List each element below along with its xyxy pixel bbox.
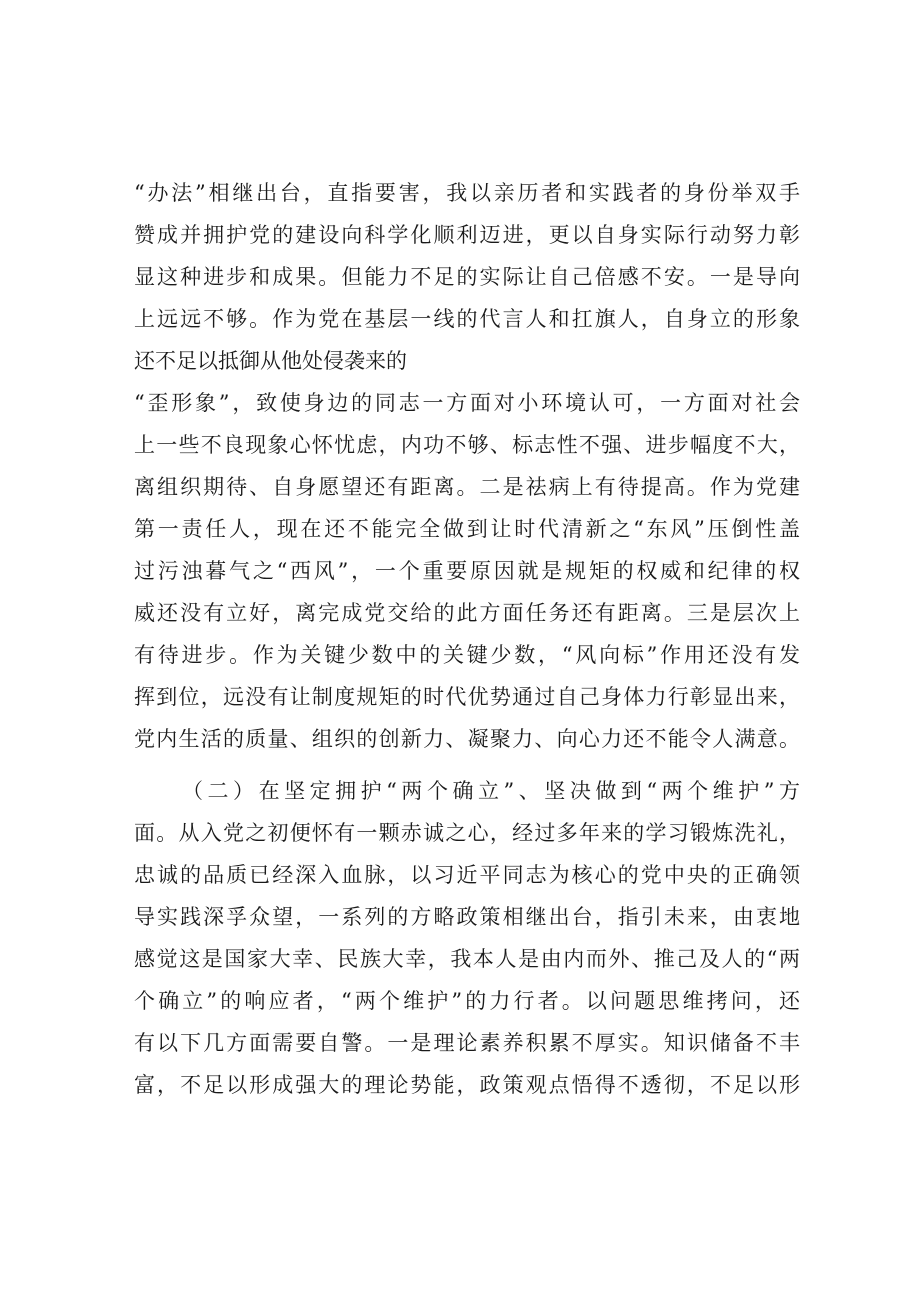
text-line: 上远远不够。作为党在基层一线的代言人和扛旗人，自身立的形象 <box>134 307 800 331</box>
text-line: 党内生活的质量、组织的创新力、凝聚力、向心力还不能令人满意。 <box>134 727 800 751</box>
paragraph-3 <box>134 770 800 1106</box>
paragraph-1 <box>134 172 800 382</box>
text-line: 导实践深孚众望，一系列的方略政策相继出台，指引未来，由衷地 <box>134 905 800 929</box>
text-line: 挥到位，远没有让制度规矩的时代优势通过自己身体力行彰显出来， <box>134 685 800 709</box>
text-line: 个确立”的响应者，“两个维护”的力行者。以问题思维拷问，还 <box>134 989 800 1013</box>
paragraph-spacer <box>134 760 800 770</box>
text-line: 还不足以抵御从他处侵袭来的 <box>134 349 407 373</box>
text-line: 过污浊暮气之“西风”，一个重要原因就是规矩的权威和纪律的权 <box>134 559 800 583</box>
text-line: 面。从入党之初便怀有一颗赤诚之心，经过多年来的学习锻炼洗礼， <box>134 821 800 845</box>
text-line: “办法”相继出台，直指要害，我以亲历者和实践者的身份举双手 <box>134 181 800 205</box>
text-line: 有待进步。作为关键少数中的关键少数，“风向标”作用还没有发 <box>134 643 800 667</box>
text-line: （二）在坚定拥护“两个确立”、坚决做到“两个维护”方 <box>182 779 800 803</box>
text-line: 威还没有立好，离完成党交给的此方面任务还有距离。三是层次上 <box>134 601 800 625</box>
text-line: 富，不足以形成强大的理论势能，政策观点悟得不透彻，不足以形 <box>134 1073 800 1097</box>
text-line: “歪形象”，致使身边的同志一方面对小环境认可，一方面对社会 <box>134 391 800 415</box>
text-line: 离组织期待、自身愿望还有距离。二是祛病上有待提高。作为党建 <box>134 475 800 499</box>
text-line: 赞成并拥护党的建设向科学化顺利迈进，更以自身实际行动努力彰 <box>134 223 800 247</box>
text-line: 显这种进步和成果。但能力不足的实际让自己倍感不安。一是导向 <box>134 265 800 289</box>
document-body <box>134 172 800 1106</box>
text-line: 上一些不良现象心怀忧虑，内功不够、标志性不强、进步幅度不大， <box>134 433 800 457</box>
text-line: 感觉这是国家大幸、民族大幸，我本人是由内而外、推己及人的“两 <box>134 947 800 971</box>
text-line: 有以下几方面需要自警。一是理论素养积累不厚实。知识储备不丰 <box>134 1031 800 1055</box>
paragraph-2 <box>134 382 800 760</box>
text-line: 忠诚的品质已经深入血脉，以习近平同志为核心的党中央的正确领 <box>134 863 800 887</box>
text-line: 第一责任人，现在还不能完全做到让时代清新之“东风”压倒性盖 <box>134 517 800 541</box>
